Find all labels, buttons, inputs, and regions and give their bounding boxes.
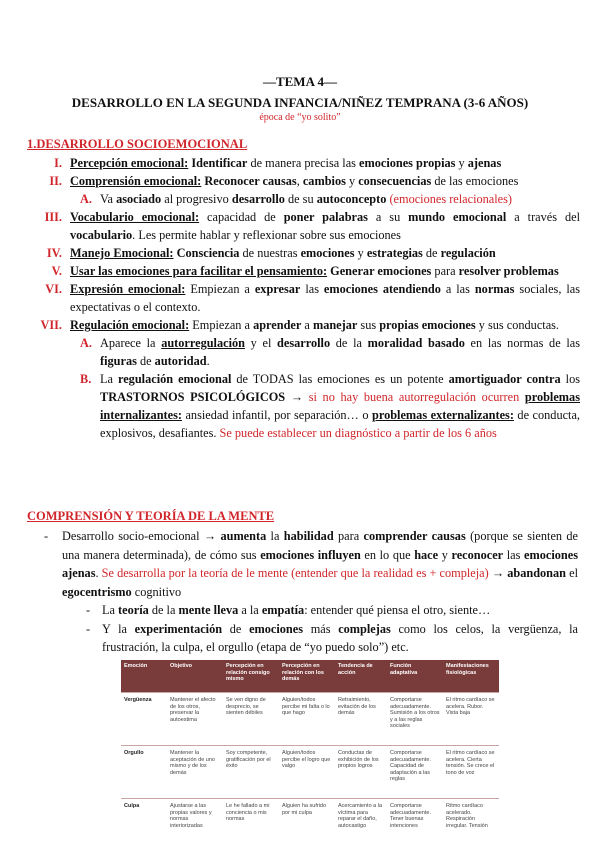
list-item: VI. Expresión emocional: Empiezan a expresar las emociones atendiendo a las normas sociales, las expectativas o el contexto. (20, 280, 580, 316)
table-header-cell: Manifestaciones fisiológicas (443, 660, 499, 693)
bullet-subitem: - La teoría de la mente lleva a la empatía: entender qué piensa el otro, siente… (86, 601, 578, 620)
page-subtitle: época de “yo solito” (0, 112, 600, 123)
page-title: DESARROLLO EN LA SEGUNDA INFANCIA/NIÑEZ TEMPRANA (3-6 AÑOS) (0, 95, 600, 111)
table-cell: Orgullo (121, 746, 167, 799)
table-row (121, 799, 499, 851)
table-header-cell: Función adaptativa (387, 660, 443, 693)
table-header-cell: Objetivo (167, 660, 223, 693)
table-header-row (121, 660, 499, 693)
table-cell: Mantener el afecto de los otros, preservar la autoestima (167, 693, 223, 746)
table-cell: Alguien ha sufrido por mi culpa (279, 799, 335, 851)
emotions-table (121, 660, 499, 851)
table-cell: Comportarse adecuadamente. Capacidad de adaptación a las reglas (387, 746, 443, 799)
table-cell: Se ven digno de desprecio, se sienten débiles (223, 693, 279, 746)
sub-item: B. La regulación emocional de TODAS las emociones es un potente amortiguador contra los TRASTORNOS PSICOLÓGICOS → si no hay buena autorregulación ocurren problemas internalizantes: ansiedad infantil, por separación… o problemas externalizantes: de conducta, explosivos, desafiantes. Se puede establecer un diagnóstico a partir de los 6 años (80, 370, 580, 442)
list-number: IV. (20, 244, 70, 262)
list-item: IV. Manejo Emocional: Consciencia de nuestras emociones y estrategias de regulación (20, 244, 580, 262)
table-cell: Conductas de exhibición de los propios logros (335, 746, 387, 799)
table-cell: El ritmo cardíaco se acelera. Cierta tensión. Se crece el tono de voz (443, 746, 499, 799)
table-cell: Retraimiento, evitación de los demás (335, 693, 387, 746)
list-item: III. Vocabulario emocional: capacidad de poner palabras a su mundo emocional a través del vocabulario. Les permite hablar y reflexionar sobre sus emociones (20, 208, 580, 244)
table-cell: Comportarse adecuadamente. Tener buenas intenciones (387, 799, 443, 851)
table-cell: Alguien/todos percibe el logro que valgo (279, 746, 335, 799)
list-item: I. Percepción emocional: Identificar de manera precisa las emociones propias y ajenas (20, 154, 580, 172)
section-heading-socioemocional: 1.DESARROLLO SOCIOEMOCIONAL (27, 137, 247, 152)
section-heading-teoria-mente: COMPRENSIÓN Y TEORÍA DE LA MENTE (27, 509, 274, 524)
table-cell: Alguien/todos percibe mi falta o lo que hago (279, 693, 335, 746)
list-number: III. (20, 208, 70, 226)
bullet-subitem: - Y la experimentación de emociones más complejas como los celos, la vergüenza, la frustración, la culpa, el orgullo (etapa de “yo puedo solo”) etc. (86, 620, 578, 657)
list-number: VII. (20, 316, 70, 334)
tema-heading: —TEMA 4— (0, 74, 600, 90)
table-cell: Le he fallado a mi conciencia o mis normas (223, 799, 279, 851)
table-header-cell: Percepción en relación consigo mismo (223, 660, 279, 693)
table-cell: Culpa (121, 799, 167, 851)
list-item: VII. Regulación emocional: Empiezan a aprender a manejar sus propias emociones y sus conductas. (20, 316, 580, 334)
table-cell: Vergüenza (121, 693, 167, 746)
table-cell: Ritmo cardíaco acelerado. Respiración irregular. Tensión (443, 799, 499, 851)
table-cell: Ajustarse a las propias valores y normas interiorizadas (167, 799, 223, 851)
list-number: II. (20, 172, 70, 190)
list-item: V. Usar las emociones para facilitar el pensamiento: Generar emociones para resolver problemas (20, 262, 580, 280)
sub-item: A. Va asociado al progresivo desarrollo de su autoconcepto (emociones relacionales) (80, 190, 580, 208)
sub-item: A. Aparece la autorregulación y el desarrollo de la moralidad basado en las normas de las figuras de autoridad. (80, 334, 580, 370)
theory-of-mind-bullets (44, 527, 578, 657)
list-number: I. (20, 154, 70, 172)
table-row (121, 746, 499, 799)
list-number: V. (20, 262, 70, 280)
table-header-cell: Emoción (121, 660, 167, 693)
table-cell: Mantener la aceptación de uno mismo y de los demás (167, 746, 223, 799)
list-item: II. Comprensión emocional: Reconocer causas, cambios y consecuencias de las emociones (20, 172, 580, 190)
table-cell: Acercamiento a la víctima para reparar el daño, autocastigo (335, 799, 387, 851)
list-number: VI. (20, 280, 70, 298)
table-header-cell: Tendencia de acción (335, 660, 387, 693)
table-cell: Soy competente, gratificación por el éxito (223, 746, 279, 799)
table-cell: Comportarse adecuadamente. Sumisión a los otros y a las reglas sociales (387, 693, 443, 746)
table-cell: El ritmo cardíaco se acelera. Rubor. Vista baja (443, 693, 499, 746)
socioemotional-list (20, 154, 580, 442)
bullet-item: - Desarrollo socio-emocional → aumenta la habilidad para comprender causas (porque se sienten de una manera determinada), de cómo sus emociones influyen en lo que hace y reconocer las emociones ajenas. Se desarrolla por la teoría de le mente (entender que la realidad es + compleja) → abandonan el egocentrismo cognitivo (44, 527, 578, 601)
table-row (121, 693, 499, 746)
table-header-cell: Percepción en relación con los demás (279, 660, 335, 693)
